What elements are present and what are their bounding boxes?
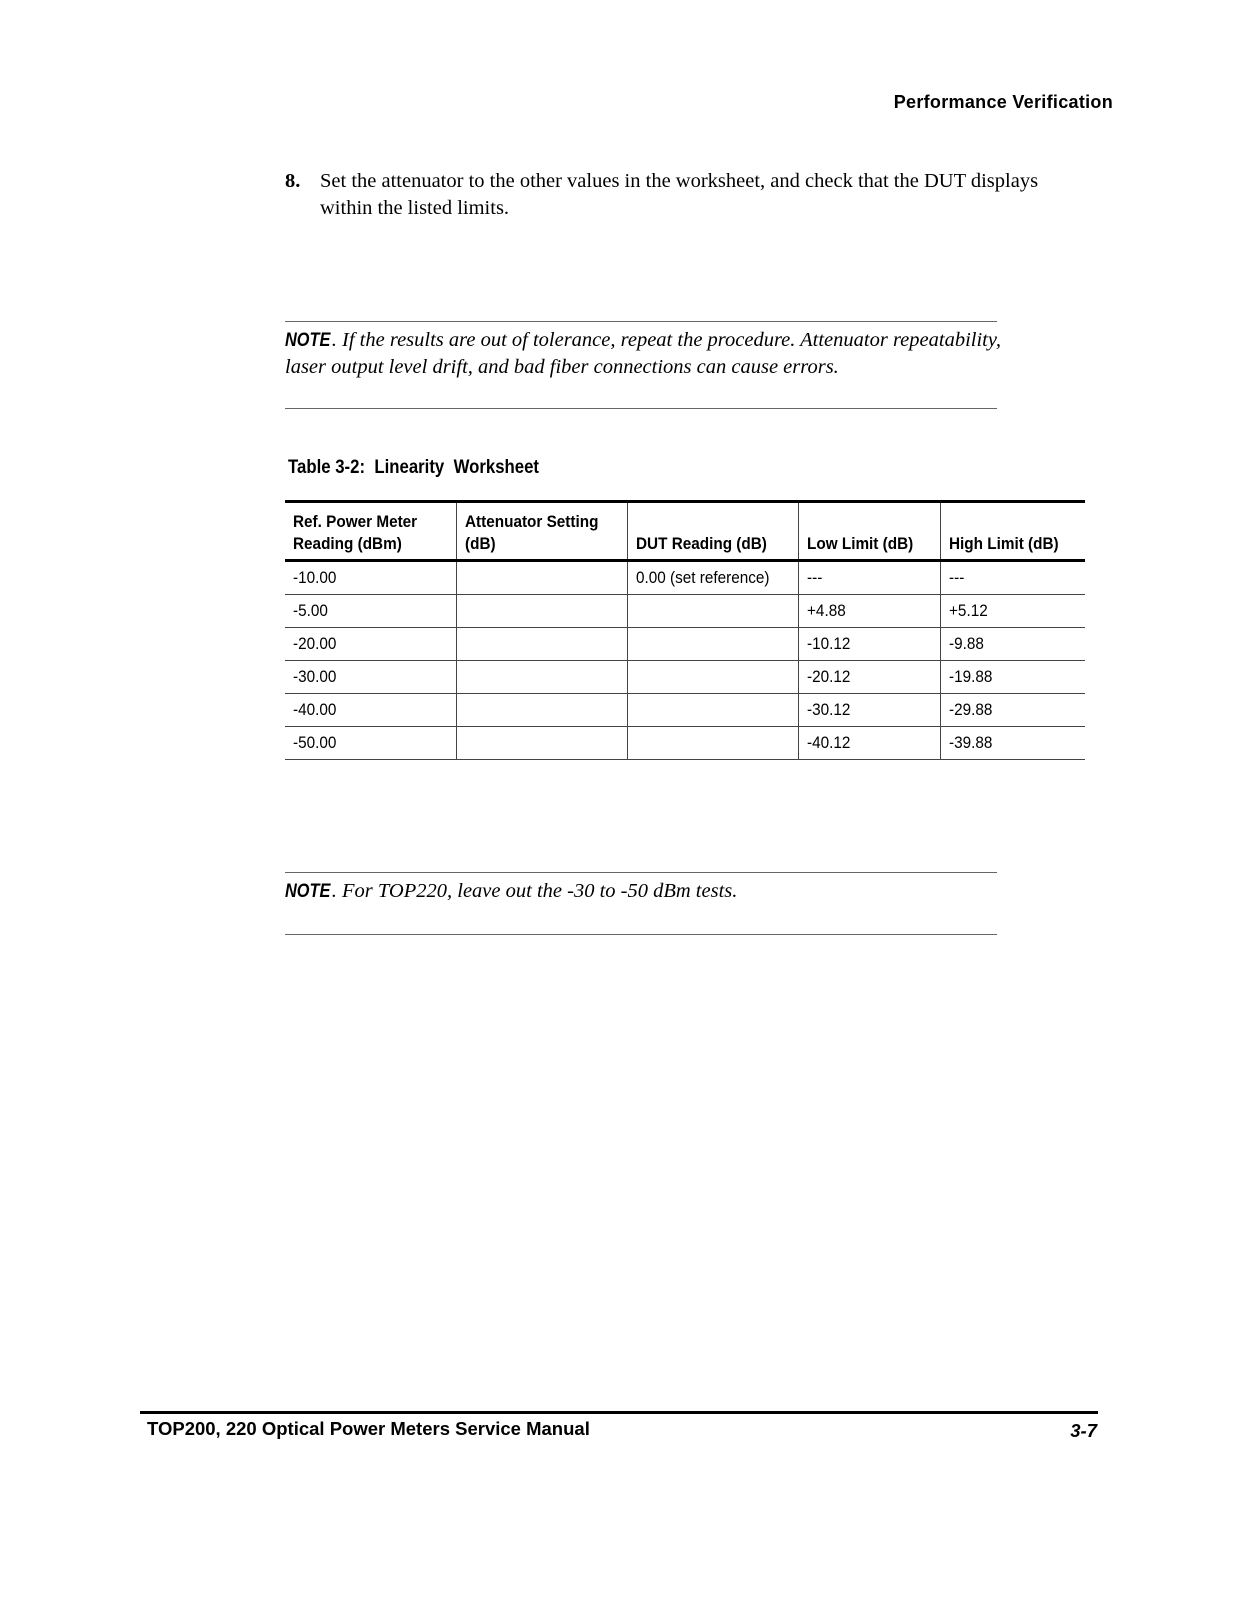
cell-low-limit: -30.12 [798,694,940,727]
cell-ref-power: -10.00 [285,561,456,595]
table-header-row [285,502,1085,561]
table-row [285,561,1085,595]
note-text: . If the results are out of tolerance, repeat the procedure. Attenuator repeatability, laser output level drift, and bad fiber connections can cause errors. [285,329,1001,378]
cell-ref-power: -30.00 [285,661,456,694]
cell-ref-power: -40.00 [285,694,456,727]
cell-attenuator [456,661,627,694]
cell-attenuator [456,561,627,595]
col-header-ref-power: Ref. Power Meter Reading (dBm) [285,502,456,561]
note-label: NOTE [285,881,331,902]
cell-attenuator [456,694,627,727]
cell-ref-power: -20.00 [285,628,456,661]
cell-low-limit: +4.88 [798,595,940,628]
cell-ref-power: -5.00 [285,595,456,628]
cell-dut-reading [627,727,798,760]
note-bottom-rule [285,408,997,409]
footer-manual-title: TOP200, 220 Optical Power Meters Service Manual [147,1418,590,1439]
note-tolerance [285,327,1025,381]
cell-low-limit: -10.12 [798,628,940,661]
cell-high-limit: -19.88 [940,661,1085,694]
cell-attenuator [456,628,627,661]
col-header-dut-reading: DUT Reading (dB) [627,502,798,561]
col-header-high-limit: High Limit (dB) [940,502,1085,561]
note2-top-rule [285,872,997,873]
cell-high-limit: -29.88 [940,694,1085,727]
cell-dut-reading [627,694,798,727]
cell-high-limit: --- [940,561,1085,595]
linearity-worksheet-table [285,500,1085,760]
cell-high-limit: -39.88 [940,727,1085,760]
note2-bottom-rule [285,934,997,935]
cell-dut-reading [627,595,798,628]
step-number: 8. [285,170,301,192]
footer-rule [140,1411,1098,1414]
cell-high-limit: -9.88 [940,628,1085,661]
procedure-step [285,168,1045,222]
cell-dut-reading: 0.00 (set reference) [627,561,798,595]
note-text: . For TOP220, leave out the -30 to -50 dBm tests. [331,880,738,902]
cell-low-limit: -20.12 [798,661,940,694]
table-row [285,661,1085,694]
cell-attenuator [456,727,627,760]
cell-attenuator [456,595,627,628]
page-number: 3-7 [1070,1420,1097,1441]
step-text: Set the attenuator to the other values in the worksheet, and check that the DUT displays within the listed limits. [320,170,1039,219]
col-header-attenuator: Attenuator Setting (dB) [456,502,627,561]
cell-dut-reading [627,661,798,694]
note-top-rule [285,321,997,322]
cell-low-limit: -40.12 [798,727,940,760]
cell-low-limit: --- [798,561,940,595]
table-row [285,595,1085,628]
section-header: Performance Verification [893,92,1113,112]
table-row [285,694,1085,727]
table-row [285,727,1085,760]
cell-ref-power: -50.00 [285,727,456,760]
table-row [285,628,1085,661]
note-label: NOTE [285,330,331,351]
cell-dut-reading [627,628,798,661]
col-header-low-limit: Low Limit (dB) [798,502,940,561]
table-title: Table 3-2: Linearity Worksheet [288,456,540,478]
note-top220 [285,878,1025,905]
cell-high-limit: +5.12 [940,595,1085,628]
